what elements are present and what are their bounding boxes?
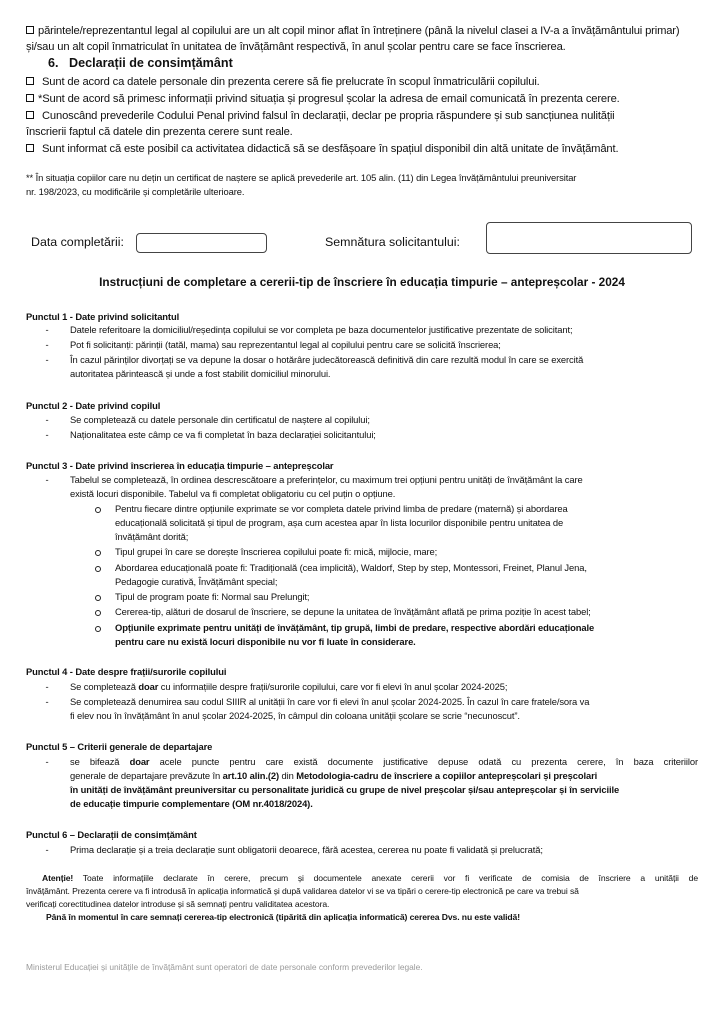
consent-item-4 [26,141,618,157]
p2-heading: Punctul 2 - Date privind copilul [26,400,161,411]
p6-item: Prima declarație și a treia declarație sunt obligatorii deoarece, fără acestea, cererea nu poate fi validată și prelucrată; [70,844,543,855]
p3-item-cont: există locuri disponibile. Tabelul va fi completat obligatoriu cu cel puțin o opțiune. [70,488,396,499]
p6-heading: Punctul 6 – Declarații de consimțământ [26,829,197,840]
p5-line1 [70,755,698,769]
p5-line3: în unități de învățământ preuniversitar cu personalitate juridică cu grupe de nivel preșcolar și/sau antepreșcolar și în serviciile [70,784,620,795]
attention-line3: verificați corectitudinea datelor introduse și să semnați pentru validitatea acestora. [26,899,330,909]
circle-bullet [95,595,101,601]
attention-label: Atenție! [42,873,74,883]
consent-item-1 [26,74,540,90]
circle-bullet [95,507,101,513]
footer-text: Ministerul Educației și unitățile de învățământ sunt operatori de date personale conform prevederilor legale. [26,962,423,972]
p1-heading: Punctul 1 - Date privind solicitantul [26,311,180,322]
p3-subitem-cont: Pedagogie curativă, Învățământ special; [115,576,278,587]
dash-bullet: - [45,756,49,767]
checkbox[interactable] [26,26,34,34]
p3-subitem: Abordarea educațională poate fi: Tradițională (cea implicită), Waldorf, Step by step, Montessori, Freinet, Planul Jena, [115,562,587,573]
text: cu informațiile despre frații/surorile copilului, care vor fi elevi în anul școlar 2024-2025; [158,681,508,692]
dash-bullet: - [45,354,49,365]
p3-subitem: Tipul grupei în care se dorește înscrierea copilului poate fi: mică, mijlocie, mare; [115,546,438,557]
sibling-text-line1: părintele/reprezentantul legal al copilului are un alt copil minor aflat în întreținere (până la nivelul clasei a IV-a a învățământului primar) [38,25,680,37]
p3-subitem-bold: Opțiunile exprimate pentru unități de învățământ, tip grupă, limbi de predare, respective abordări educaționale [115,622,595,633]
signature-label: Semnătura solicitantului: [325,235,460,249]
emphasis: doar [129,756,150,767]
p3-subitem-cont: învățământ dorită; [115,531,189,542]
dash-bullet: - [45,324,49,335]
p4-heading: Punctul 4 - Date despre frații/surorile copilului [26,666,227,677]
footnote-line1: ** În situația copiilor care nu dețin un certificat de naștere se aplică prevederile art. 105 alin. (11) din Legea învățământului preuniversitar [26,172,577,183]
p4-item-2-cont: fi elev nou în învățământ în anul școlar 2024-2025, în câmpul din coloana unității școlare se scrie “necunoscut”. [70,710,520,721]
dash-bullet: - [45,474,49,485]
sibling-text-line2: și/sau un alt copil înmatriculat în unitatea de învățământ respectivă, în anul școlar pentru care se face înscrierea. [26,41,566,53]
p3-item: Tabelul se completează, în ordinea descrescătoare a preferințelor, cu maximum trei opțiuni pentru unități de învățământ la care [70,474,583,485]
p3-subitem: Cererea-tip, alături de dosarul de înscriere, se depune la unitatea de învățământ aflată pe prima poziție în acest tabel; [115,606,591,617]
p3-subitem: Tipul de program poate fi: Normal sau Prelungit; [115,591,310,602]
emphasis: doar [138,681,159,692]
dash-bullet: - [45,681,49,692]
p4-item-2: Se completează denumirea sau codul SIIIR al unității în care vor fi elevi în anul școlar 2024-2025. În cazul în care fratele/sora va [70,696,590,707]
section6-heading: 6. Declarații de consimțământ [48,56,233,70]
consent-text: *Sunt de acord să primesc informații privind situația și progresul școlar la adresa de email comunicată în prezenta cerere. [38,93,620,105]
text: se bifează [70,756,130,767]
footnote-line2: nr. 198/2023, cu modificările și completările ulterioare. [26,186,245,197]
date-label: Data completării: [31,235,124,249]
text: din [279,770,297,781]
attention-line1 [26,872,698,885]
dash-bullet: - [45,844,49,855]
p3-subitem-bold-cont: pentru care nu există locuri disponibile nu vor fi luate în considerare. [115,636,416,647]
circle-bullet [95,610,101,616]
p1-item: În cazul părinților divorțați se va depune la dosar o hotărâre judecătorească definitivă din care rezultă modul în care se exercită [70,354,584,365]
consent-item-3 [26,108,615,124]
checkbox[interactable] [26,111,34,119]
p3-heading: Punctul 3 - Date privind înscrierea în educația timpurie – antepreșcolar [26,460,334,471]
signature-field[interactable] [486,222,692,254]
p2-item: Naționalitatea este câmp ce va fi completat în baza declarației solicitantului; [70,429,376,440]
consent-text: Sunt informat că este posibil ca activitatea didactică să se desfășoare în spațiul disponibil din altă unitate de învățământ. [42,143,619,155]
text: generale de departajare prevăzute în [70,770,223,781]
emphasis: art.10 alin.(2) [222,770,280,781]
checkbox[interactable] [26,77,34,85]
p1-item: Datele referitoare la domiciliul/reședința copilului se vor completa pe baza documentelor justificative prezentate de solicitant; [70,324,573,335]
p5-line4: de educație timpurie complementare (OM nr.4018/2024). [70,798,313,809]
consent-item-2 [26,91,620,107]
text: acele puncte pentru care există documente justificative depuse odată cu prezenta cerere, în baza criteriilor [149,756,698,767]
consent-item-3-cont: înscrierii faptul că datele din prezenta cerere sunt reale. [26,126,293,138]
instructions-title: Instrucțiuni de completare a cererii-tip de înscriere în educația timpurie – antepreșcolar - 2024 [99,275,625,289]
checkbox[interactable] [26,94,34,102]
attention-line2: învățământ. Prezenta cerere va fi introdusă în aplicația informatică și după validarea datelor vi se va tipări o cerere-tip electronică pe care va trebui să [26,886,579,896]
dash-bullet: - [45,429,49,440]
text: Se completează [70,681,139,692]
date-field[interactable] [136,233,267,253]
p1-item-cont: autoritatea părintească și unde a fost stabilit domiciliul minorului. [70,368,331,379]
p3-subitem-cont: educațională solicitată și tipul de program, așa cum acestea apar în lista locurilor disponibile pentru unitatea de [115,517,564,528]
consent-text: Cunoscând prevederile Codului Penal privind falsul în declarații, declar pe propria răspundere și sub sancțiunea nulității [42,110,615,122]
checkbox[interactable] [26,144,34,152]
p2-item: Se completează cu datele personale din certificatul de naștere al copilului; [70,414,370,425]
p3-subitem: Pentru fiecare dintre opțiunile exprimate se vor completa datele privind limba de predare (maternă) și abordarea [115,503,568,514]
p4-item-1 [70,680,507,694]
emphasis: Metodologia-cadru de înscriere a copiilor antepreșcolari și preșcolari [296,770,598,781]
p5-line2 [70,769,597,783]
dash-bullet: - [45,339,49,350]
attention-block [26,872,698,924]
attention-line4: Până în momentul în care semnați cererea-tip electronică (tipărită din aplicația informatică) cererea Dvs. nu este validă! [46,912,520,922]
circle-bullet [95,626,101,632]
p5-heading: Punctul 5 – Criterii generale de departajare [26,741,213,752]
text: Toate informațiile declarate în cerere, precum și documentele anexate cererii vor fi verificate de comisia de înscriere a unității de [73,873,698,883]
circle-bullet [95,550,101,556]
circle-bullet [95,566,101,572]
sibling-checkbox-row [26,23,679,39]
p1-item: Pot fi solicitanți: părinții (tatăl, mama) sau reprezentantul legal al copilului pentru care se solicită înscrierea; [70,339,501,350]
dash-bullet: - [45,696,49,707]
consent-text: Sunt de acord ca datele personale din prezenta cerere să fie prelucrate în scopul înmatriculării copilului. [42,76,540,88]
dash-bullet: - [45,414,49,425]
